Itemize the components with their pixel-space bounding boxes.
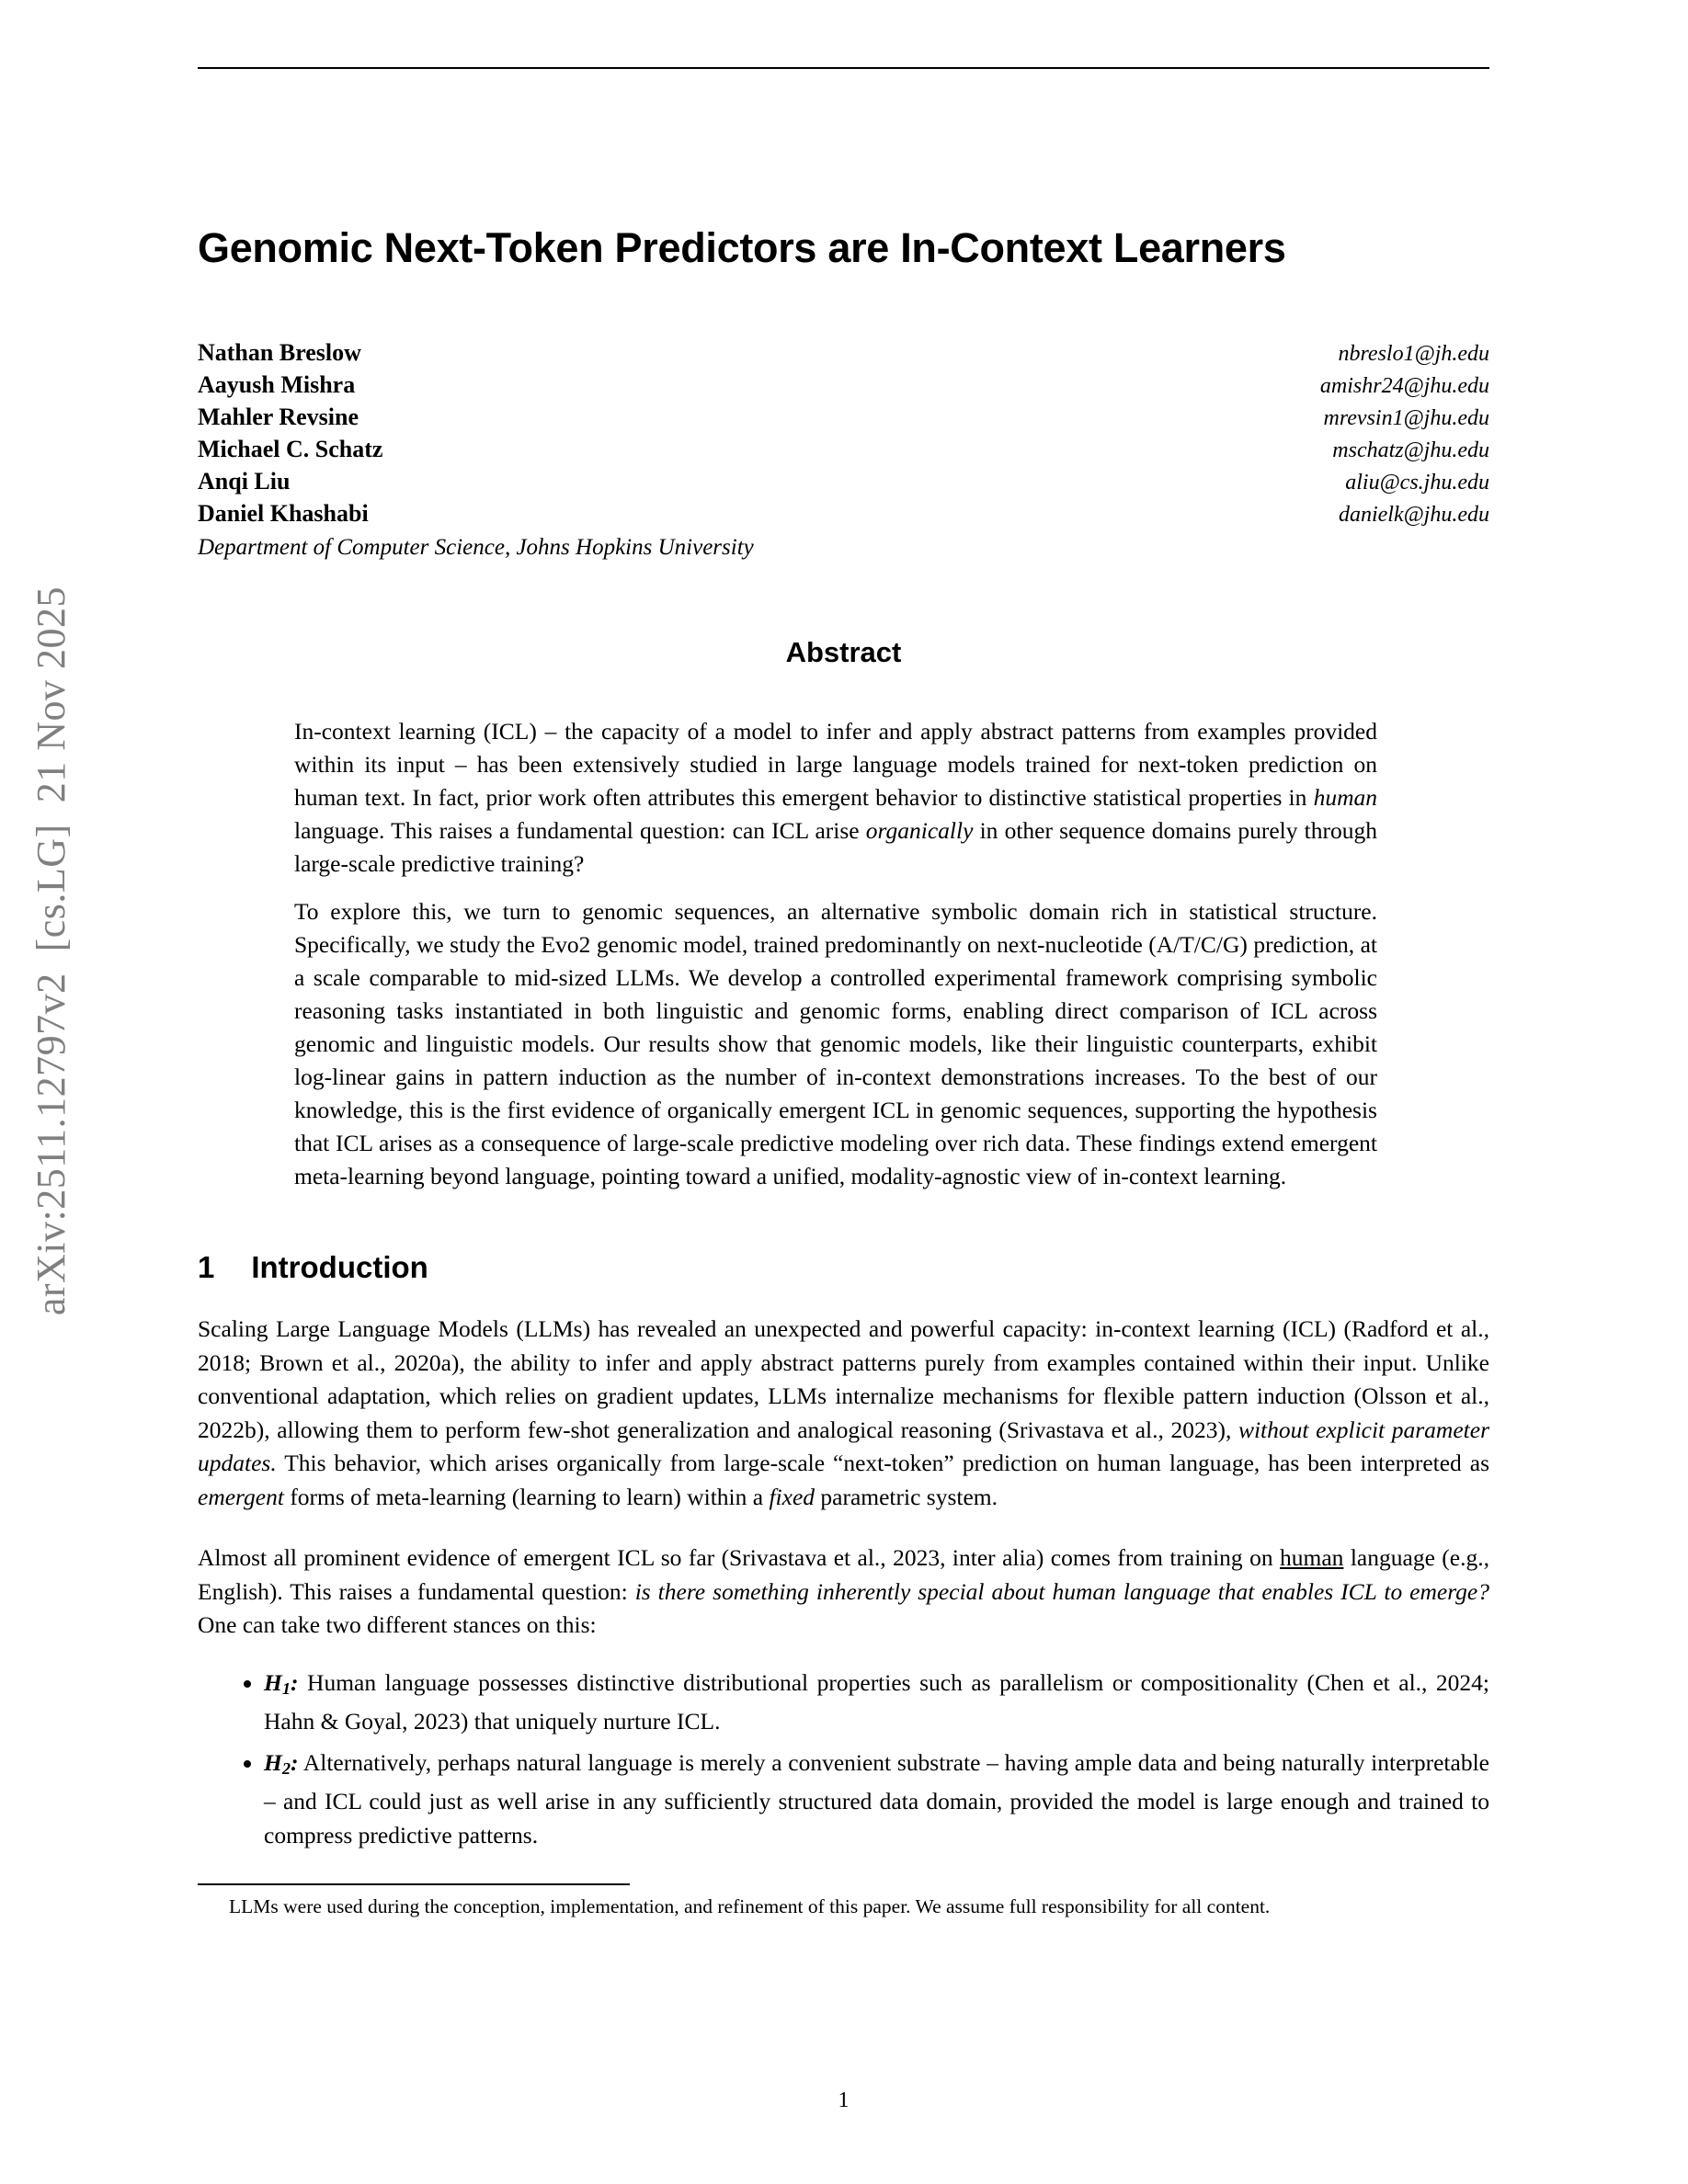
- paper-title: Genomic Next-Token Predictors are In-Context Learners: [198, 224, 1286, 271]
- author-email: amishr24@jhu.edu: [1319, 374, 1489, 398]
- author-email: danielk@jhu.edu: [1338, 503, 1489, 527]
- author-name: Nathan Breslow: [198, 339, 361, 366]
- author-name: Michael C. Schatz: [198, 436, 383, 462]
- author-email: mrevsin1@jhu.edu: [1323, 406, 1489, 430]
- author-row: [198, 434, 1489, 466]
- author-email: nbreslo1@jh.edu: [1338, 342, 1489, 366]
- hypothesis-item-h1: • H1: Human language possesses distinctive distributional properties such as parallelism or compositionality (Chen et al., 2024; Hahn & Goyal, 2023) that uniquely nurture ICL.: [264, 1666, 1489, 1739]
- footnote-text: LLMs were used during the conception, implementation, and refinement of this paper. We assume full responsibility for all content.: [229, 1895, 1271, 1918]
- arxiv-watermark: arXiv:2511.12797v2 [cs.LG] 21 Nov 2025: [29, 586, 74, 1316]
- abstract-paragraph-2: To explore this, we turn to genomic sequences, an alternative symbolic domain rich in statistical structure. Specifically, we study the Evo2 genomic model, trained predominantly on next-nucleotide (A/T/C/G) prediction, at a scale comparable to mid-sized LLMs. We develop a controlled experimental framework comprising symbolic reasoning tasks instantiated in both linguistic and genomic forms, enabling direct comparison of ICL across genomic and linguistic models. Our results show that genomic models, like their linguistic counterparts, exhibit log-linear gains in pattern induction as the number of in-context demonstrations increases. To the best of our knowledge, this is the first evidence of organically emergent ICL in genomic sequences, supporting the hypothesis that ICL arises as a consequence of large-scale predictive modeling over rich data. These findings extend emergent meta-learning beyond language, pointing toward a unified, modality-agnostic view of in-context learning.: [294, 898, 1377, 1189]
- section-title: Introduction: [251, 1250, 428, 1284]
- section-number: 1: [198, 1250, 215, 1284]
- hypothesis-item-h2: • H2: Alternatively, perhaps natural language is merely a convenient substrate – having ample data and being naturally interpretable – and ICL could just as well arise in any sufficiently structured data domain, provided the model is large enough and trained to compress predictive patterns.: [264, 1746, 1489, 1853]
- author-row: [198, 466, 1489, 498]
- author-name: Daniel Khashabi: [198, 500, 369, 527]
- intro-paragraph-1: Scaling Large Language Models (LLMs) has revealed an unexpected and powerful capacity: in-context learning (ICL) (Radford et al., 2018; Brown et al., 2020a), the ability to infer and apply abstract patterns purely from examples contained within their input. Unlike conventional adaptation, which relies on gradient updates, LLMs internalize mechanisms for flexible pattern induction (Olsson et al., 2022b), allowing them to perform few-shot generalization and analogical reasoning (Srivastava et al., 2023), without explicit parameter updates. This behavior, which arises organically from large-scale “next-token” prediction on human language, has been interpreted as emergent forms of meta-learning (learning to learn) within a fixed parametric system.: [198, 1315, 1489, 1510]
- header-rule: [198, 67, 1489, 69]
- author-row: [198, 402, 1489, 434]
- intro-paragraph-2: Almost all prominent evidence of emergent ICL so far (Srivastava et al., 2023, inter alia) comes from training on human language (e.g., English). This raises a fundamental question: is there something inherently special about human language that enables ICL to emerge? One can take two different stances on this:: [198, 1544, 1489, 1638]
- author-row: [198, 498, 1489, 530]
- author-row: [198, 337, 1489, 370]
- hypotheses-list: [198, 1666, 1489, 1853]
- author-row: [198, 370, 1489, 402]
- author-name: Anqi Liu: [198, 468, 291, 495]
- author-email: aliu@cs.jhu.edu: [1345, 471, 1489, 495]
- abstract-body: [294, 715, 1377, 1193]
- affiliation: Department of Computer Science, Johns Hopkins University: [198, 535, 754, 560]
- paper-page: [198, 0, 1489, 1920]
- section-heading-introduction: [198, 1250, 1489, 1285]
- author-name: Aayush Mishra: [198, 371, 356, 398]
- author-email: mschatz@jhu.edu: [1332, 438, 1489, 462]
- footnote-rule: [198, 1883, 630, 1885]
- author-block: [198, 337, 1489, 563]
- page-number: 1: [838, 2088, 850, 2112]
- abstract-heading: Abstract: [785, 636, 902, 668]
- author-name: Mahler Revsine: [198, 404, 359, 430]
- abstract-paragraph-1: In-context learning (ICL) – the capacity of a model to infer and apply abstract patterns from examples provided within its input – has been extensively studied in large language models trained for next-token prediction on human text. In fact, prior work often attributes this emergent behavior to distinctive statistical properties in human language. This raises a fundamental question: can ICL arise organically in other sequence domains purely through large-scale predictive training?: [294, 718, 1377, 877]
